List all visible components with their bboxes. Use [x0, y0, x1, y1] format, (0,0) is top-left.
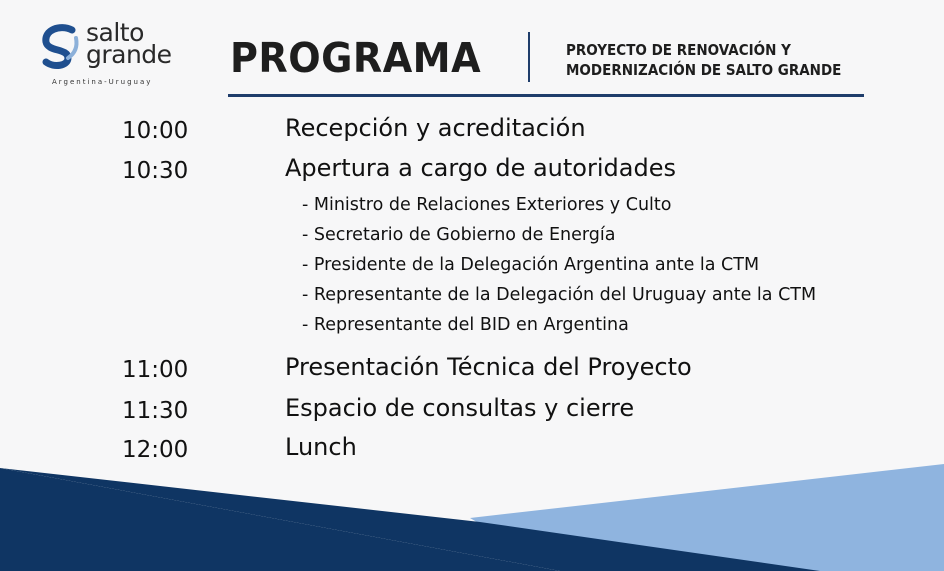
project-line-2: MODERNIZACIÓN DE SALTO GRANDE	[566, 61, 842, 79]
agenda-item: Apertura a cargo de autoridades	[285, 154, 676, 182]
agenda-time: 10:30	[122, 158, 189, 184]
agenda-subitem: - Representante de la Delegación del Uruguay ante la CTM	[302, 285, 817, 305]
logo-line-1: salto	[86, 18, 144, 47]
header-divider	[528, 32, 530, 82]
agenda-item: Lunch	[285, 433, 357, 461]
agenda-time: 11:00	[122, 357, 189, 383]
agenda-time: 11:30	[122, 398, 189, 424]
salto-grande-logo	[38, 18, 188, 88]
salto-grande-emblem-icon	[38, 24, 84, 72]
agenda-item: Recepción y acreditación	[285, 114, 586, 142]
footer-band	[0, 440, 944, 571]
agenda-subitem: - Presidente de la Delegación Argentina ante la CTM	[302, 255, 760, 275]
page-title: PROGRAMA	[230, 34, 482, 82]
agenda-time: 10:00	[122, 118, 189, 144]
logo-wordmark	[86, 18, 172, 69]
header-rule	[228, 94, 864, 97]
agenda-time: 12:00	[122, 437, 189, 463]
agenda-item: Presentación Técnica del Proyecto	[285, 353, 692, 381]
logo-subtitle: Argentina-Uruguay	[52, 78, 153, 86]
project-line-1: PROYECTO DE RENOVACIÓN Y	[566, 41, 791, 59]
logo-line-2: grande	[86, 40, 172, 69]
project-name	[566, 40, 841, 80]
agenda-subitem: - Representante del BID en Argentina	[302, 315, 629, 335]
agenda-subitem: - Ministro de Relaciones Exteriores y Culto	[302, 195, 672, 215]
agenda-item: Espacio de consultas y cierre	[285, 394, 635, 422]
agenda-subitem: - Secretario de Gobierno de Energía	[302, 225, 616, 245]
